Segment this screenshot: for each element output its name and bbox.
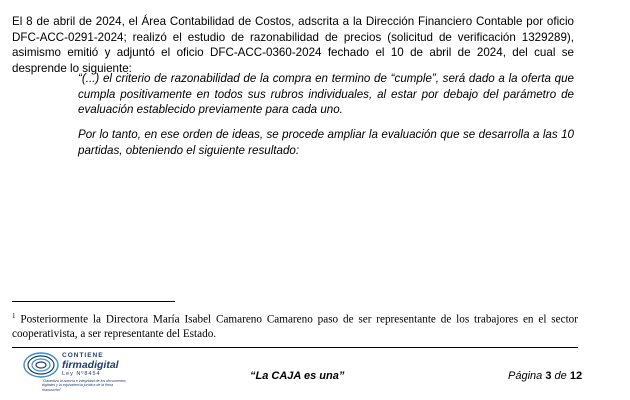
footnote-separator: [12, 301, 175, 302]
page-total: 12: [569, 370, 583, 382]
logo-main-text: firmadigital: [62, 359, 119, 371]
footnote: [12, 309, 578, 342]
footer-separator: [12, 347, 578, 348]
logo-law-text: Ley Nº8454: [62, 371, 101, 377]
page-label: Página: [508, 370, 543, 382]
footnote-marker: 1: [12, 312, 16, 320]
page-current: 3: [545, 370, 552, 382]
firma-digital-logo: [22, 351, 132, 397]
body-paragraph: El 8 de abril de 2024, el Área Contabilidad de Costos, adscrita a la Dirección Financiero Contable por oficio DFC-ACC-0291-2024; realizó el estudio de razonabilidad de precios (solicitud de verificación 1329289), asimismo emitió y adjuntó el oficio DFC-ACC-0360-2024 fechado el 10 de abril de 2024, del cual se desprende lo siguiente:: [12, 15, 574, 75]
block-quote: “(...) el criterio de razonabilidad de la compra en termino de “cumple”, será dado a la oferta que cumpla positivamente en todos sus rubros individuales, al estar por debajo del parámetro de evaluación establecido previamente para cada uno.: [78, 72, 574, 117]
fingerprint-icon: [22, 351, 60, 379]
footer-slogan: “La CAJA es una”: [250, 370, 345, 382]
logo-tagline: "Garantiza la autoría e integridad de los documentos digitales y la equivalencia jurídica de la firma manuscrita": [42, 379, 126, 392]
logo-top-text: CONTIENE: [62, 352, 104, 359]
page-number: [508, 370, 582, 382]
block-quote-continuation: Por lo tanto, en ese orden de ideas, se procede ampliar la evaluación que se desarrolla a las 10 partidas, obteniendo el siguiente resultado:: [78, 128, 574, 157]
page-of: de: [554, 370, 567, 382]
footnote-text: Posteriormente la Directora María Isabel Camareno Camareno paso de ser representante de los trabajores en el sector cooperativista, a ser representante del Estado.: [12, 313, 578, 341]
